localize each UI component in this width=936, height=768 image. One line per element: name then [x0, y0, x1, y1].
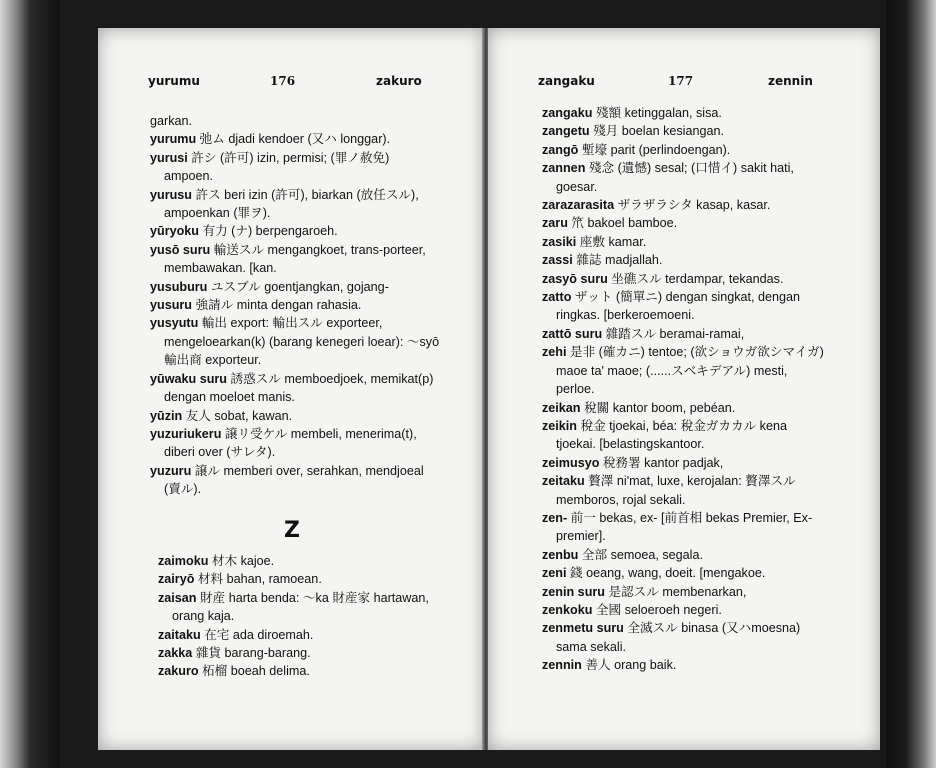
entry-definition: 塹壕 parit (perlindoengan).: [578, 142, 731, 157]
dictionary-entry: [542, 196, 826, 214]
right-header-word: zangaku: [538, 74, 595, 88]
entry-headword: yusyutu: [150, 316, 199, 331]
entry-definition: 全部 semoea, segala.: [578, 547, 703, 562]
dictionary-entry: [158, 626, 448, 644]
dictionary-entry: [150, 370, 440, 407]
entry-definition: 輸出 export: 輸出スル exporteer, mengeloearkan(k) (barang kenegeri loear): ～syō 輸出商 exporteur.: [164, 316, 440, 368]
entry-definition: 材木 kajoe.: [208, 554, 275, 568]
entry-headword: zairyō: [158, 572, 195, 587]
dictionary-entry: [542, 214, 826, 232]
entry-headword: zatto: [542, 290, 572, 305]
entry-headword: zasyō suru: [542, 271, 608, 286]
book-edge-left: [0, 0, 60, 768]
dictionary-entry: [542, 270, 826, 288]
entry-headword: zaimoku: [158, 554, 209, 568]
entry-headword: zenmetu suru: [542, 621, 624, 636]
right-entries: [542, 104, 826, 675]
entry-definition: 笊 bakoel bamboe.: [567, 216, 678, 231]
dictionary-entry: [150, 296, 440, 314]
dictionary-entry: [542, 417, 826, 454]
entry-definition: 善人 orang baik.: [581, 658, 677, 673]
dictionary-entry: [150, 462, 440, 499]
left-page-number: 176: [270, 74, 296, 88]
entry-definition: 有力 (ナ) berpengaroeh.: [199, 224, 338, 239]
entry-headword: zaru: [542, 216, 568, 231]
dictionary-entry: [150, 149, 440, 186]
dictionary-entry: [150, 186, 440, 223]
entry-headword: yurusu: [150, 187, 192, 202]
dictionary-entry: [542, 325, 826, 343]
entry-headword: zenbu: [542, 547, 579, 562]
dictionary-entry: [542, 601, 826, 619]
entry-headword: zakka: [158, 646, 193, 661]
dictionary-entry: [158, 662, 448, 680]
entry-headword: yusuburu: [150, 279, 208, 294]
entry-definition: 錢 oeang, wang, doeit. [mengakoe.: [566, 566, 766, 581]
dictionary-entry: [158, 552, 448, 570]
entry-definition: garkan.: [150, 114, 193, 128]
dictionary-entry: [542, 233, 826, 251]
dictionary-entry: [158, 644, 448, 662]
entry-headword: zassi: [542, 253, 573, 268]
dictionary-entry: [542, 251, 826, 269]
entry-headword: yūzin: [150, 408, 183, 423]
dictionary-entry: [150, 314, 440, 369]
entry-headword: zangō: [542, 142, 579, 157]
entry-headword: zen-: [542, 510, 568, 525]
book-edge-right: [886, 0, 936, 768]
entry-definition: ザット (簡單ニ) dengan singkat, dengan ringkas. [berkeroemoeni.: [556, 290, 801, 323]
dictionary-entry: [158, 570, 448, 588]
entry-headword: zangaku: [542, 106, 593, 120]
entry-headword: zehi: [542, 345, 567, 360]
entry-definition: ザラザラシタ kasap, kasar.: [614, 198, 771, 213]
entry-headword: zennin: [542, 658, 582, 673]
entry-headword: zenkoku: [542, 602, 593, 617]
entry-definition: 雜踏スル beramai-ramai,: [602, 326, 745, 341]
entry-definition: 許シ (許可) izin, permisi; (罪ノ赦免) ampoen.: [164, 150, 390, 184]
entry-headword: yuzuru: [150, 463, 192, 478]
entry-definition: 稅務署 kantor padjak,: [599, 455, 724, 470]
entry-definition: 友人 sobat, kawan.: [182, 408, 293, 423]
entry-definition: 柘榴 boeah delima.: [198, 664, 310, 679]
entry-headword: zasiki: [542, 234, 577, 249]
entry-definition: 全滅スル binasa (又ハmoesna) sama sekali.: [556, 621, 801, 654]
entry-headword: zangetu: [542, 124, 590, 139]
entry-headword: zeimusyo: [542, 455, 600, 470]
entry-headword: yurusi: [150, 150, 188, 165]
entry-definition: 強請ル minta dengan rahasia.: [192, 298, 362, 313]
entry-definition: ユスブル goentjangkan, gojang-: [207, 279, 389, 294]
right-page-number: 177: [668, 74, 694, 88]
entry-headword: yuzuriukeru: [150, 426, 222, 441]
entry-headword: yurumu: [150, 132, 197, 147]
entry-headword: zeikan: [542, 400, 581, 415]
dictionary-entry: [542, 546, 826, 564]
entry-definition: 輸送スル mengangkoet, trans-porteer, membawakan. [kan.: [164, 242, 426, 276]
entry-headword: zaitaku: [158, 627, 201, 642]
dictionary-entry: [150, 130, 440, 148]
entry-definition: 稅關 kantor boom, pebéan.: [580, 400, 736, 415]
dictionary-entry: [542, 159, 826, 196]
entry-definition: 全國 seloeroeh negeri.: [592, 602, 722, 617]
dictionary-entry: [542, 288, 826, 325]
entry-headword: zakuro: [158, 664, 199, 679]
entry-definition: 財産 harta benda: ～ka 財産家 hartawan, orang kaja.: [172, 590, 429, 624]
entry-definition: 是非 (確カニ) tentoe; (欲ショウガ欲シマイガ) maoe ta' maoe; (......スベキデアル) mesti, perloe.: [556, 345, 824, 397]
dictionary-entry: [542, 583, 826, 601]
entry-headword: zeitaku: [542, 474, 585, 489]
entry-definition: 坐礁スル terdampar, tekandas.: [607, 271, 784, 286]
entry-headword: yusō suru: [150, 242, 211, 257]
entry-headword: zaisan: [158, 590, 197, 605]
dictionary-entry: [542, 509, 826, 546]
entry-headword: zeikin: [542, 418, 577, 433]
entry-definition: 譲ル memberi over, serahkan, mendjoeal (賣ル).: [164, 463, 424, 497]
entry-headword: zarazarasita: [542, 198, 615, 213]
entry-definition: 稅金 tjoekai, béa: 稅金ガカカル kena tjoekai. [belastingskantoor.: [556, 418, 787, 452]
dictionary-entry: [150, 112, 440, 130]
dictionary-entry: [158, 589, 448, 626]
dictionary-entry: [150, 278, 440, 296]
entry-definition: 材料 bahan, ramoean.: [194, 572, 322, 587]
entry-definition: 雜貨 barang-barang.: [192, 646, 311, 661]
entry-definition: 前一 bekas, ex- [前首相 bekas Premier, Ex-premier].: [556, 510, 813, 544]
entry-definition: 是認スル membenarkan,: [604, 584, 747, 599]
dictionary-entry: [150, 425, 440, 462]
dictionary-entry: [150, 222, 440, 240]
left-entries-top: [150, 112, 440, 499]
entry-definition: 贅澤 ni'mat, luxe, kerojalan: 贅澤スル memboros, rojal sekali.: [556, 474, 796, 507]
entry-headword: zeni: [542, 566, 567, 581]
dictionary-entry: [542, 141, 826, 159]
entry-headword: yūryoku: [150, 224, 199, 239]
dictionary-entry: [542, 122, 826, 140]
entry-headword: zattō suru: [542, 326, 603, 341]
entry-definition: 殘月 boelan kesiangan.: [589, 124, 724, 139]
dictionary-entry: [542, 454, 826, 472]
entry-headword: zannen: [542, 161, 586, 176]
entry-definition: 座敷 kamar.: [576, 234, 647, 249]
dictionary-entry: [542, 343, 826, 398]
dictionary-entry: [542, 399, 826, 417]
entry-definition: 誘惑スル memboedjoek, memikat(p) dengan moeloet manis.: [164, 371, 434, 405]
entry-definition: 雜誌 madjallah.: [572, 253, 663, 268]
dictionary-entry: [150, 241, 440, 278]
section-letter: Z: [284, 518, 300, 543]
right-header-word-end: zennin: [768, 74, 813, 88]
dictionary-entry: [150, 407, 440, 425]
entry-headword: yusuru: [150, 298, 192, 313]
dictionary-entry: [542, 619, 826, 656]
entry-definition: 殘念 (遺憾) sesal; (口惜イ) sakit hati, goesar.: [556, 161, 794, 194]
left-header-word-end: zakuro: [376, 74, 422, 88]
dictionary-entry: [542, 656, 826, 674]
left-header-word: yurumu: [148, 74, 200, 88]
entry-definition: 殘額 ketinggalan, sisa.: [592, 106, 722, 120]
entry-headword: zenin suru: [542, 584, 605, 599]
right-page: [488, 28, 880, 750]
dictionary-entry: [542, 472, 826, 509]
entry-definition: 弛ム djadi kendoer (又ハ longgar).: [196, 132, 391, 147]
entry-definition: 在宅 ada diroemah.: [200, 627, 314, 642]
entry-definition: 許ス beri izin (許可), biarkan (放任スル), ampoenkan (罪ヲ).: [164, 187, 419, 221]
left-page: [98, 28, 484, 750]
entry-definition: 譲リ受ケル membeli, menerima(t), diberi over (サレタ).: [164, 426, 417, 460]
dictionary-entry: [542, 564, 826, 582]
dictionary-entry: [542, 104, 826, 122]
entry-headword: yūwaku suru: [150, 371, 227, 386]
left-entries-bottom: [158, 552, 448, 681]
